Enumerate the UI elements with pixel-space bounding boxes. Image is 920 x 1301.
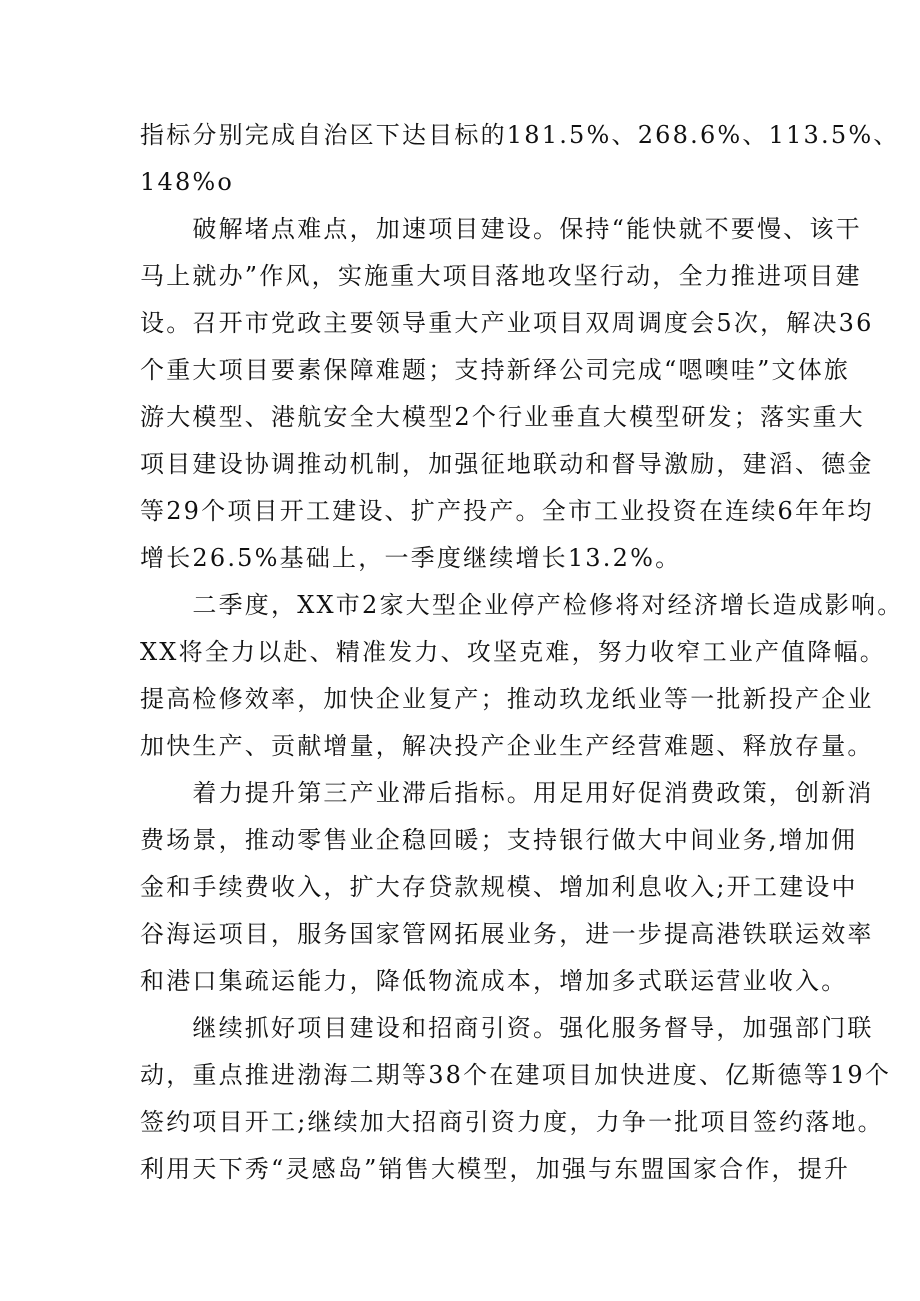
text-line: 动，重点推进渤海二期等38个在建项目加快进度、亿斯德等19个 [140,1061,892,1089]
text-line: 游大模型、港航安全大模型2个行业垂直大模型研发；落实重大 [140,403,865,431]
text-line: 和港口集疏运能力，降低物流成本，增加多式联运营业收入。 [140,967,848,995]
text-line: 谷海运项目，服务国家管网拓展业务，进一步提高港铁联运效率 [140,920,874,948]
text-line: XX将全力以赴、精准发力、攻坚克难，努力收窄工业产值降幅。 [140,638,886,666]
text-line: 马上就办”作风，实施重大项目落地攻坚行动，全力推进项目建 [140,262,862,290]
text-line: 利用天下秀“灵感岛”销售大模型，加强与东盟国家合作，提升 [140,1155,851,1183]
text-line: 148%o [140,168,235,196]
text-line: 设。召开市党政主要领导重大产业项目双周调度会5次，解决36 [140,309,874,337]
document-body [140,112,904,1193]
text-line: 金和手续费收入，扩大存贷款规模、增加利息收入;开工建设中 [140,873,858,901]
text-line: 提高检修效率，加快企业复产；推动玖龙纸业等一批新投产企业 [140,685,874,713]
text-line: 个重大项目要素保障难题；支持新绎公司完成“嗯噢哇”文体旅 [140,356,851,384]
text-line: 签约项目开工;继续加大招商引资力度，力争一批项目签约落地。 [140,1108,884,1136]
text-line: 增长26.5%基础上，一季度继续增长13.2%。 [140,544,682,572]
text-line: 着力提升第三产业滞后指标。用足用好促消费政策，创新消 [140,779,874,807]
text-line: 加快生产、贡献增量，解决投产企业生产经营难题、释放存量。 [140,732,874,760]
text-line: 继续抓好项目建设和招商引资。强化服务督导，加强部门联 [140,1014,874,1042]
text-line: 等29个项目开工建设、扩产投产。全市工业投资在连续6年年均 [140,497,874,525]
text-line: 费场景，推动零售业企稳回暖；支持银行做大中间业务,增加佣 [140,826,858,854]
text-line: 破解堵点难点，加速项目建设。保持“能快就不要慢、该干 [140,215,862,243]
text-line: 项目建设协调推动机制，加强征地联动和督导激励，建滔、德金 [140,450,874,478]
text-line: 指标分别完成自治区下达目标的181.5%、268.6%、113.5%、 [140,121,900,149]
text-line: 二季度，XX市2家大型企业停产检修将对经济增长造成影响。 [140,591,904,619]
